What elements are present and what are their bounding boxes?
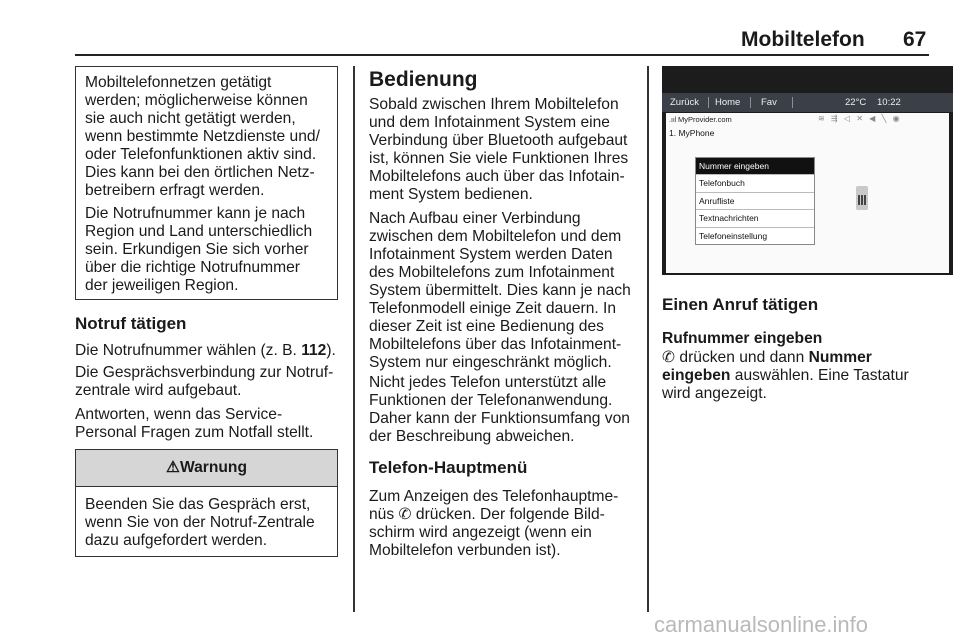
notruf-heading: Notruf tätigen: [75, 314, 187, 333]
header-rule: [75, 54, 929, 56]
phone-main-panel: [666, 113, 949, 273]
page-number: 67: [903, 28, 927, 51]
bedienung-heading: Bedienung: [369, 68, 478, 91]
phone-icon: ✆: [398, 506, 412, 523]
phone-icon: ✆: [662, 349, 676, 366]
bedienung-paragraph-2: Nach Aufbau einer Verbindung zwischen dem Mobiltelefon und dem Infotainment System werden Daten des Mobiltelefons zum Infotainment System übermittelt. Dies kann je nach Telefonmodell einige Zeit dauern. In dieser Zeit ist eine Bedienung des Mobiltelefons über das Infotainment- System nur eingeschränkt möglich.: [369, 210, 631, 371]
note-paragraph-1: Mobiltelefonnetzen getätigt werden; möglicherweise können sie auch nicht getätigt werden, wenn bestimmte Netzdienste und/ oder Telefonfunktionen aktiv sind. Dies kann bei den örtlichen Netz- betreibern erfragt werden.: [85, 74, 320, 199]
provider-name: MyProvider.com: [678, 115, 732, 124]
notruf-paragraph-2: Die Gesprächsverbindung zur Notruf- zentrale wird aufgebaut.: [75, 364, 334, 399]
anruf-subheading: Rufnummer eingeben: [662, 330, 823, 347]
anruf-heading: Einen Anruf tätigen: [662, 295, 819, 314]
note-paragraph-2: Die Notrufnummer kann je nach Region und Land unterschiedlich sein. Erkundigen Sie sich vorher über die richtige Notrufnummer der jeweiligen Region.: [85, 205, 313, 294]
warning-triangle-icon: ⚠: [166, 459, 180, 476]
menu-item-anrufliste[interactable]: Anrufliste: [696, 193, 814, 210]
infotainment-screenshot: [662, 66, 953, 275]
notruf-paragraph-1: Die Notrufnummer wählen (z. B. 112).: [75, 342, 336, 359]
phone-menu: [695, 157, 815, 245]
notruf-paragraph-3: Antworten, wenn das Service- Personal Fragen zum Notfall stellt.: [75, 406, 314, 441]
column-divider-left: [353, 66, 355, 612]
menu-item-textnachrichten[interactable]: Textnachrichten: [696, 210, 814, 227]
mobile-phone-icon: [856, 186, 868, 210]
watermark: carmanualsonline.info: [654, 612, 869, 637]
warning-header: ⚠Warnung: [76, 450, 337, 487]
temperature: 22°C: [845, 97, 867, 108]
signal-strength-icon: .ııl: [669, 117, 677, 124]
menu-item-telefonbuch[interactable]: Telefonbuch: [696, 175, 814, 192]
menu-item-nummer-eingeben[interactable]: Nummer eingeben: [696, 158, 814, 175]
fav-button[interactable]: Fav: [761, 97, 777, 108]
page-header-title: Mobiltelefon: [741, 28, 865, 51]
bedienung-paragraph-3: Nicht jedes Telefon unterstützt alle Funktionen der Telefonanwendung. Daher kann der Funktionsumfang von der Beschreibung abweichen.: [369, 374, 630, 445]
bedienung-paragraph-1: Sobald zwischen Ihrem Mobiltelefon und dem Infotainment System eine Verbindung über Bluetooth aufgebaut ist, können Sie viele Funktionen Ihres Mobiltelefons auch über das Infotain- ment System bedienen.: [369, 96, 629, 203]
status-icons: ≋ ⇶ ◁ ✕ ◀ ╲ ◉: [818, 114, 902, 123]
column-divider-right: [647, 66, 649, 612]
hauptmenu-paragraph: Zum Anzeigen des Telefonhauptme- nüs ✆ drücken. Der folgende Bild- schirm wird angezeigt (wenn ein Mobiltelefon verbunden ist).: [369, 488, 619, 559]
hauptmenu-heading: Telefon-Hauptmenü: [369, 458, 528, 477]
anruf-paragraph: ✆ drücken und dann Nummer eingeben auswählen. Eine Tastatur wird angezeigt.: [662, 349, 909, 402]
home-button[interactable]: Home: [715, 97, 741, 108]
menu-item-telefoneinstellung[interactable]: Telefoneinstellung: [699, 230, 768, 241]
connected-device: 1. MyPhone: [669, 128, 715, 138]
back-button[interactable]: Zurück: [670, 97, 700, 108]
warning-text: Beenden Sie das Gespräch erst, wenn Sie von der Notruf-Zentrale dazu aufgefordert werden.: [85, 496, 315, 549]
infotainment-topbar: [662, 93, 953, 112]
clock: 10:22: [877, 97, 901, 108]
